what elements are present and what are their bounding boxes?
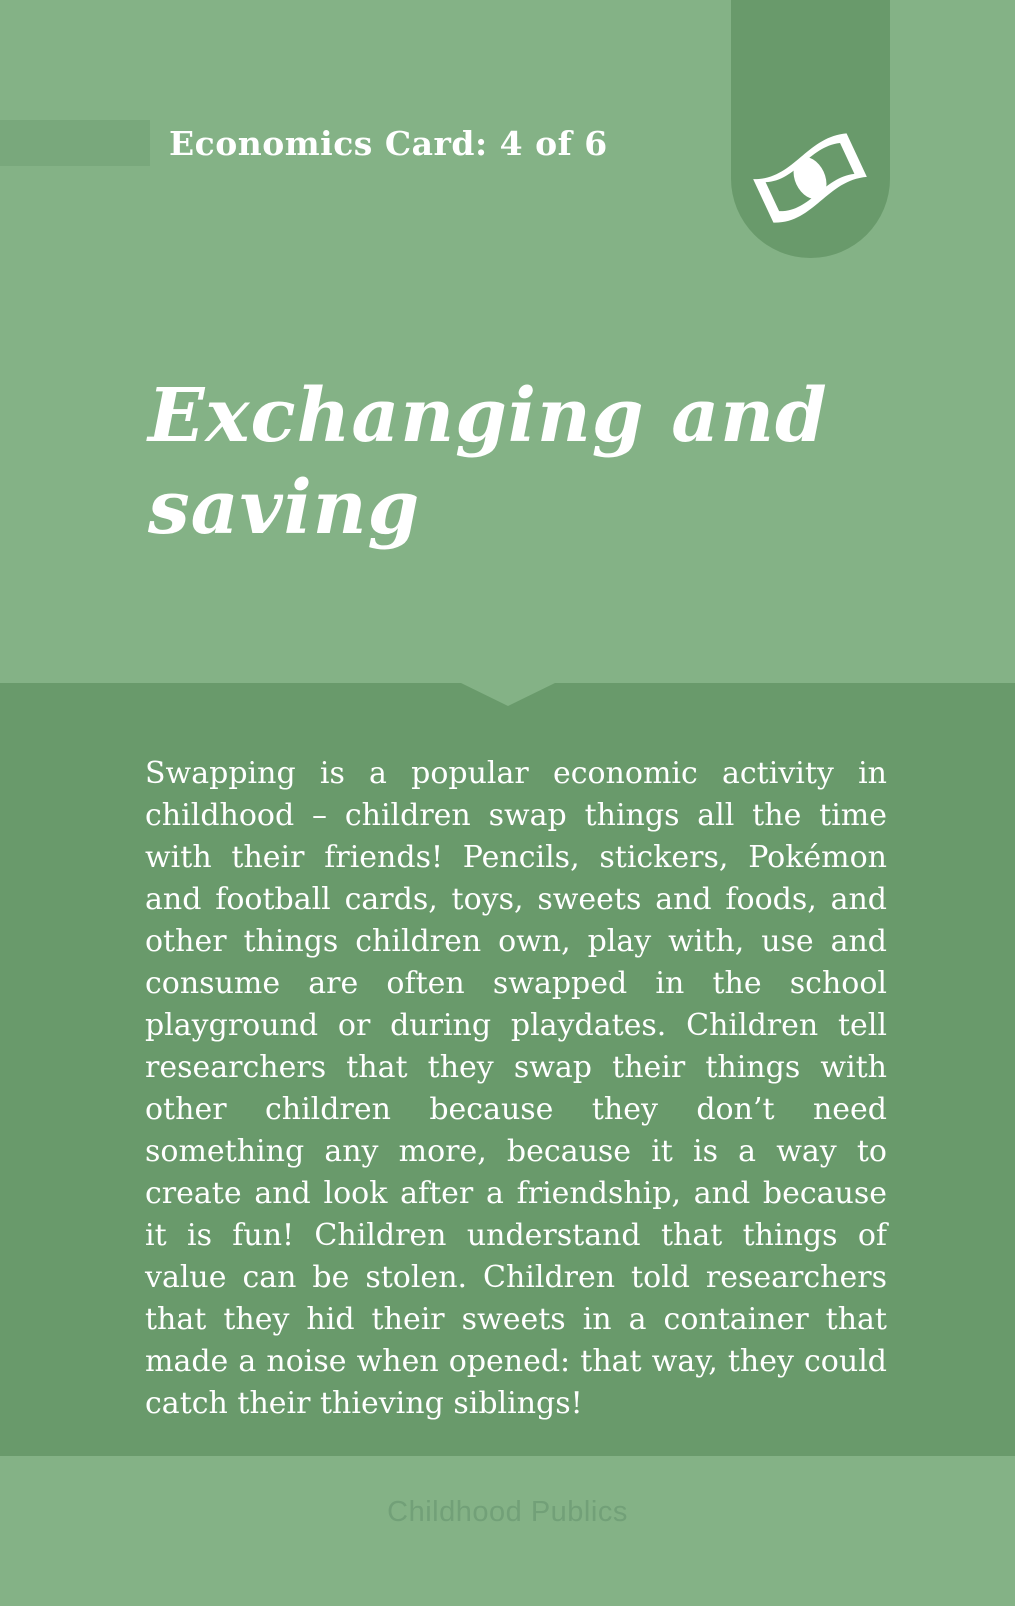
publisher-label: Childhood Publics — [387, 1496, 628, 1528]
banknote-icon — [744, 123, 875, 234]
bookmark-ribbon — [731, 0, 890, 258]
card-counter-label: Economics Card: 4 of 6 — [169, 123, 608, 163]
body-paragraph: Swapping is a popular economic activity in childhood – children swap things all the time with their friends! Pencils, stickers, Pokémon and football cards, toys, sweets and foods, and other things children own, play with, use and consume are often swapped in the school playground or during playdates. Children tell researchers that they swap their things with other children because they don’t need something any more, because it is a way to create and look after a friendship, and because it is fun! Children understand that things of value can be stolen. Children told researchers that they hid their sweets in a container that made a noise when opened: that way, they could catch their thieving siblings! — [145, 756, 887, 1421]
body-panel — [0, 683, 1015, 1456]
panel-notch — [461, 683, 555, 706]
header-accent-bar — [0, 120, 150, 166]
page-title: Exchanging and saving — [148, 373, 828, 551]
